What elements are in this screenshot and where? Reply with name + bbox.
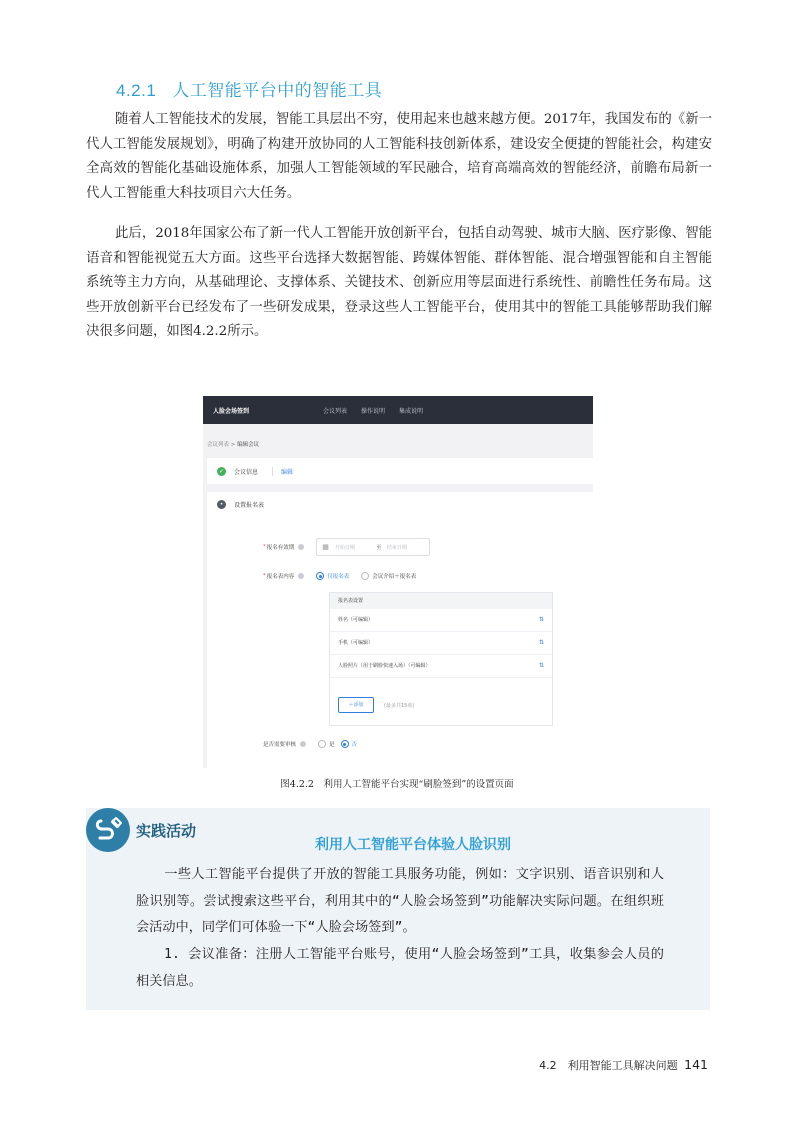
add-hint: (最多共15项) — [384, 702, 415, 709]
content-label: 报名表内容 — [266, 574, 295, 580]
meeting-info-card — [207, 458, 593, 484]
breadcrumb — [207, 440, 259, 448]
start-date-placeholder: 开始日期 — [334, 544, 355, 551]
check-icon: ✓ — [218, 467, 225, 475]
sort-icon[interactable]: ⇅ — [538, 639, 544, 646]
add-field-button[interactable]: ＋添加 — [338, 697, 374, 713]
page-footer — [539, 1057, 708, 1073]
section-heading — [116, 76, 382, 101]
paragraph-1: 随着人工智能技术的发展，智能工具层出不穷，使用起来也越来越方便。2017年，我国发布的《新一代人工智能发展规划》，明确了构建开放协同的人工智能科技创新体系，建设安全便捷的智能社会，构建安全高效的智能化基础设施体系，加强人工智能领域的军民融合，培育高端高效的智能经济，前瞻布局新一代人工智能重大科技项目六大任务。 — [86, 112, 712, 201]
radio-review-yes[interactable] — [318, 740, 326, 748]
radio-review-yes-label: 是 — [329, 742, 335, 748]
app-topbar — [203, 396, 593, 424]
form-fields-table — [329, 592, 553, 726]
radio-form-only-label: 仅报名表 — [327, 574, 350, 580]
period-row: * 报名有效期 ▦ 开始日期 至 结束日期 — [263, 538, 430, 556]
nav-item-integration[interactable]: 集成说明 — [399, 407, 424, 415]
end-date-placeholder: 结束日期 — [386, 544, 407, 551]
section-number: 4.2.1 — [116, 81, 157, 100]
radio-review-no-label: 否 — [351, 742, 358, 748]
practice-body-1: 一些人工智能平台提供了开放的智能工具服务功能，例如：文字识别、语音识别和人脸识别等。尝试搜索这些平台，利用其中的“人脸会场签到”功能解决实际问题。在组织班会活动中，同学们可体验一下“人脸会场签到”。 — [136, 867, 664, 936]
radio-review-no[interactable] — [341, 740, 349, 748]
app-name: 人脸会场签到 — [213, 407, 250, 415]
section-title: 人工智能平台中的智能工具 — [172, 81, 383, 101]
breadcrumb-current: 编辑会议 — [237, 442, 260, 448]
breadcrumb-separator: > — [230, 442, 236, 448]
form-section-header — [207, 492, 593, 516]
table-header: 报名表设置 — [330, 593, 552, 609]
form-section-title: 设置报名表 — [234, 501, 265, 509]
radio-intro-and-form[interactable] — [361, 572, 369, 580]
table-row[interactable]: 姓名（可编辑） ⇅ — [330, 609, 552, 632]
table-row[interactable]: 人脸照片（用于刷脸快速入场）（可编辑） ⇅ — [330, 655, 552, 678]
settings-icon: • — [217, 500, 226, 509]
period-label: 报名有效期 — [266, 545, 295, 551]
sort-icon[interactable]: ⇅ — [538, 616, 544, 623]
calendar-icon: ▦ — [322, 543, 329, 551]
radio-form-only[interactable] — [316, 572, 324, 580]
help-icon — [298, 544, 304, 550]
figure-screenshot — [203, 396, 593, 768]
table-row[interactable]: 手机（可编辑） ⇅ — [330, 632, 552, 655]
help-icon — [300, 741, 306, 747]
review-label: 是否需要审核 — [263, 742, 297, 748]
date-range-input[interactable] — [316, 538, 430, 556]
radio-intro-and-form-label: 会议介绍＋报名表 — [372, 574, 417, 580]
practice-label: 实践活动 — [136, 822, 197, 840]
date-separator: 至 — [376, 544, 382, 551]
nav-item-meeting-list[interactable]: 会议列表 — [323, 407, 348, 415]
practice-title: 利用人工智能平台体验人脸识别 — [315, 837, 511, 853]
nav-item-instructions[interactable]: 操作说明 — [361, 407, 386, 415]
review-row — [263, 740, 357, 748]
sort-icon[interactable]: ⇅ — [538, 662, 544, 669]
meeting-info-label: 会议信息 — [234, 468, 259, 476]
add-row — [338, 697, 414, 713]
edit-link[interactable]: 编辑 — [272, 467, 293, 476]
content-row: * 报名表内容 仅报名表 会议介绍＋报名表 — [263, 573, 417, 580]
paragraph-2: 此后，2018年国家公布了新一代人工智能开放创新平台，包括自动驾驶、城市大脑、医疗影像、智能语音和智能视觉五大方面。这些平台选择大数据智能、跨媒体智能、群体智能、混合增强智能和自主智能系统等主力方向，从基础理论、支撑体系、关键技术、创新应用等层面进行系统性、前瞻性任务布局。这些开放创新平台已经发布了一些研发成果，登录这些人工智能平台，使用其中的智能工具能够帮助我们解决很多问题，如图4.2.2所示。 — [86, 226, 712, 340]
footer-section: 4.2 利用智能工具解决问题 — [539, 1059, 678, 1072]
page-number: 141 — [684, 1057, 708, 1072]
practice-body-2: 1. 会议准备：注册人工智能平台账号，使用“人脸会场签到”工具，收集参会人员的相关信息。 — [136, 947, 664, 989]
figure-caption: 图4.2.2 利用人工智能平台实现“刷脸签到”的设置页面 — [280, 779, 514, 790]
registration-form-card — [207, 492, 593, 768]
breadcrumb-parent[interactable]: 会议列表 — [207, 442, 230, 448]
help-icon — [298, 573, 304, 579]
